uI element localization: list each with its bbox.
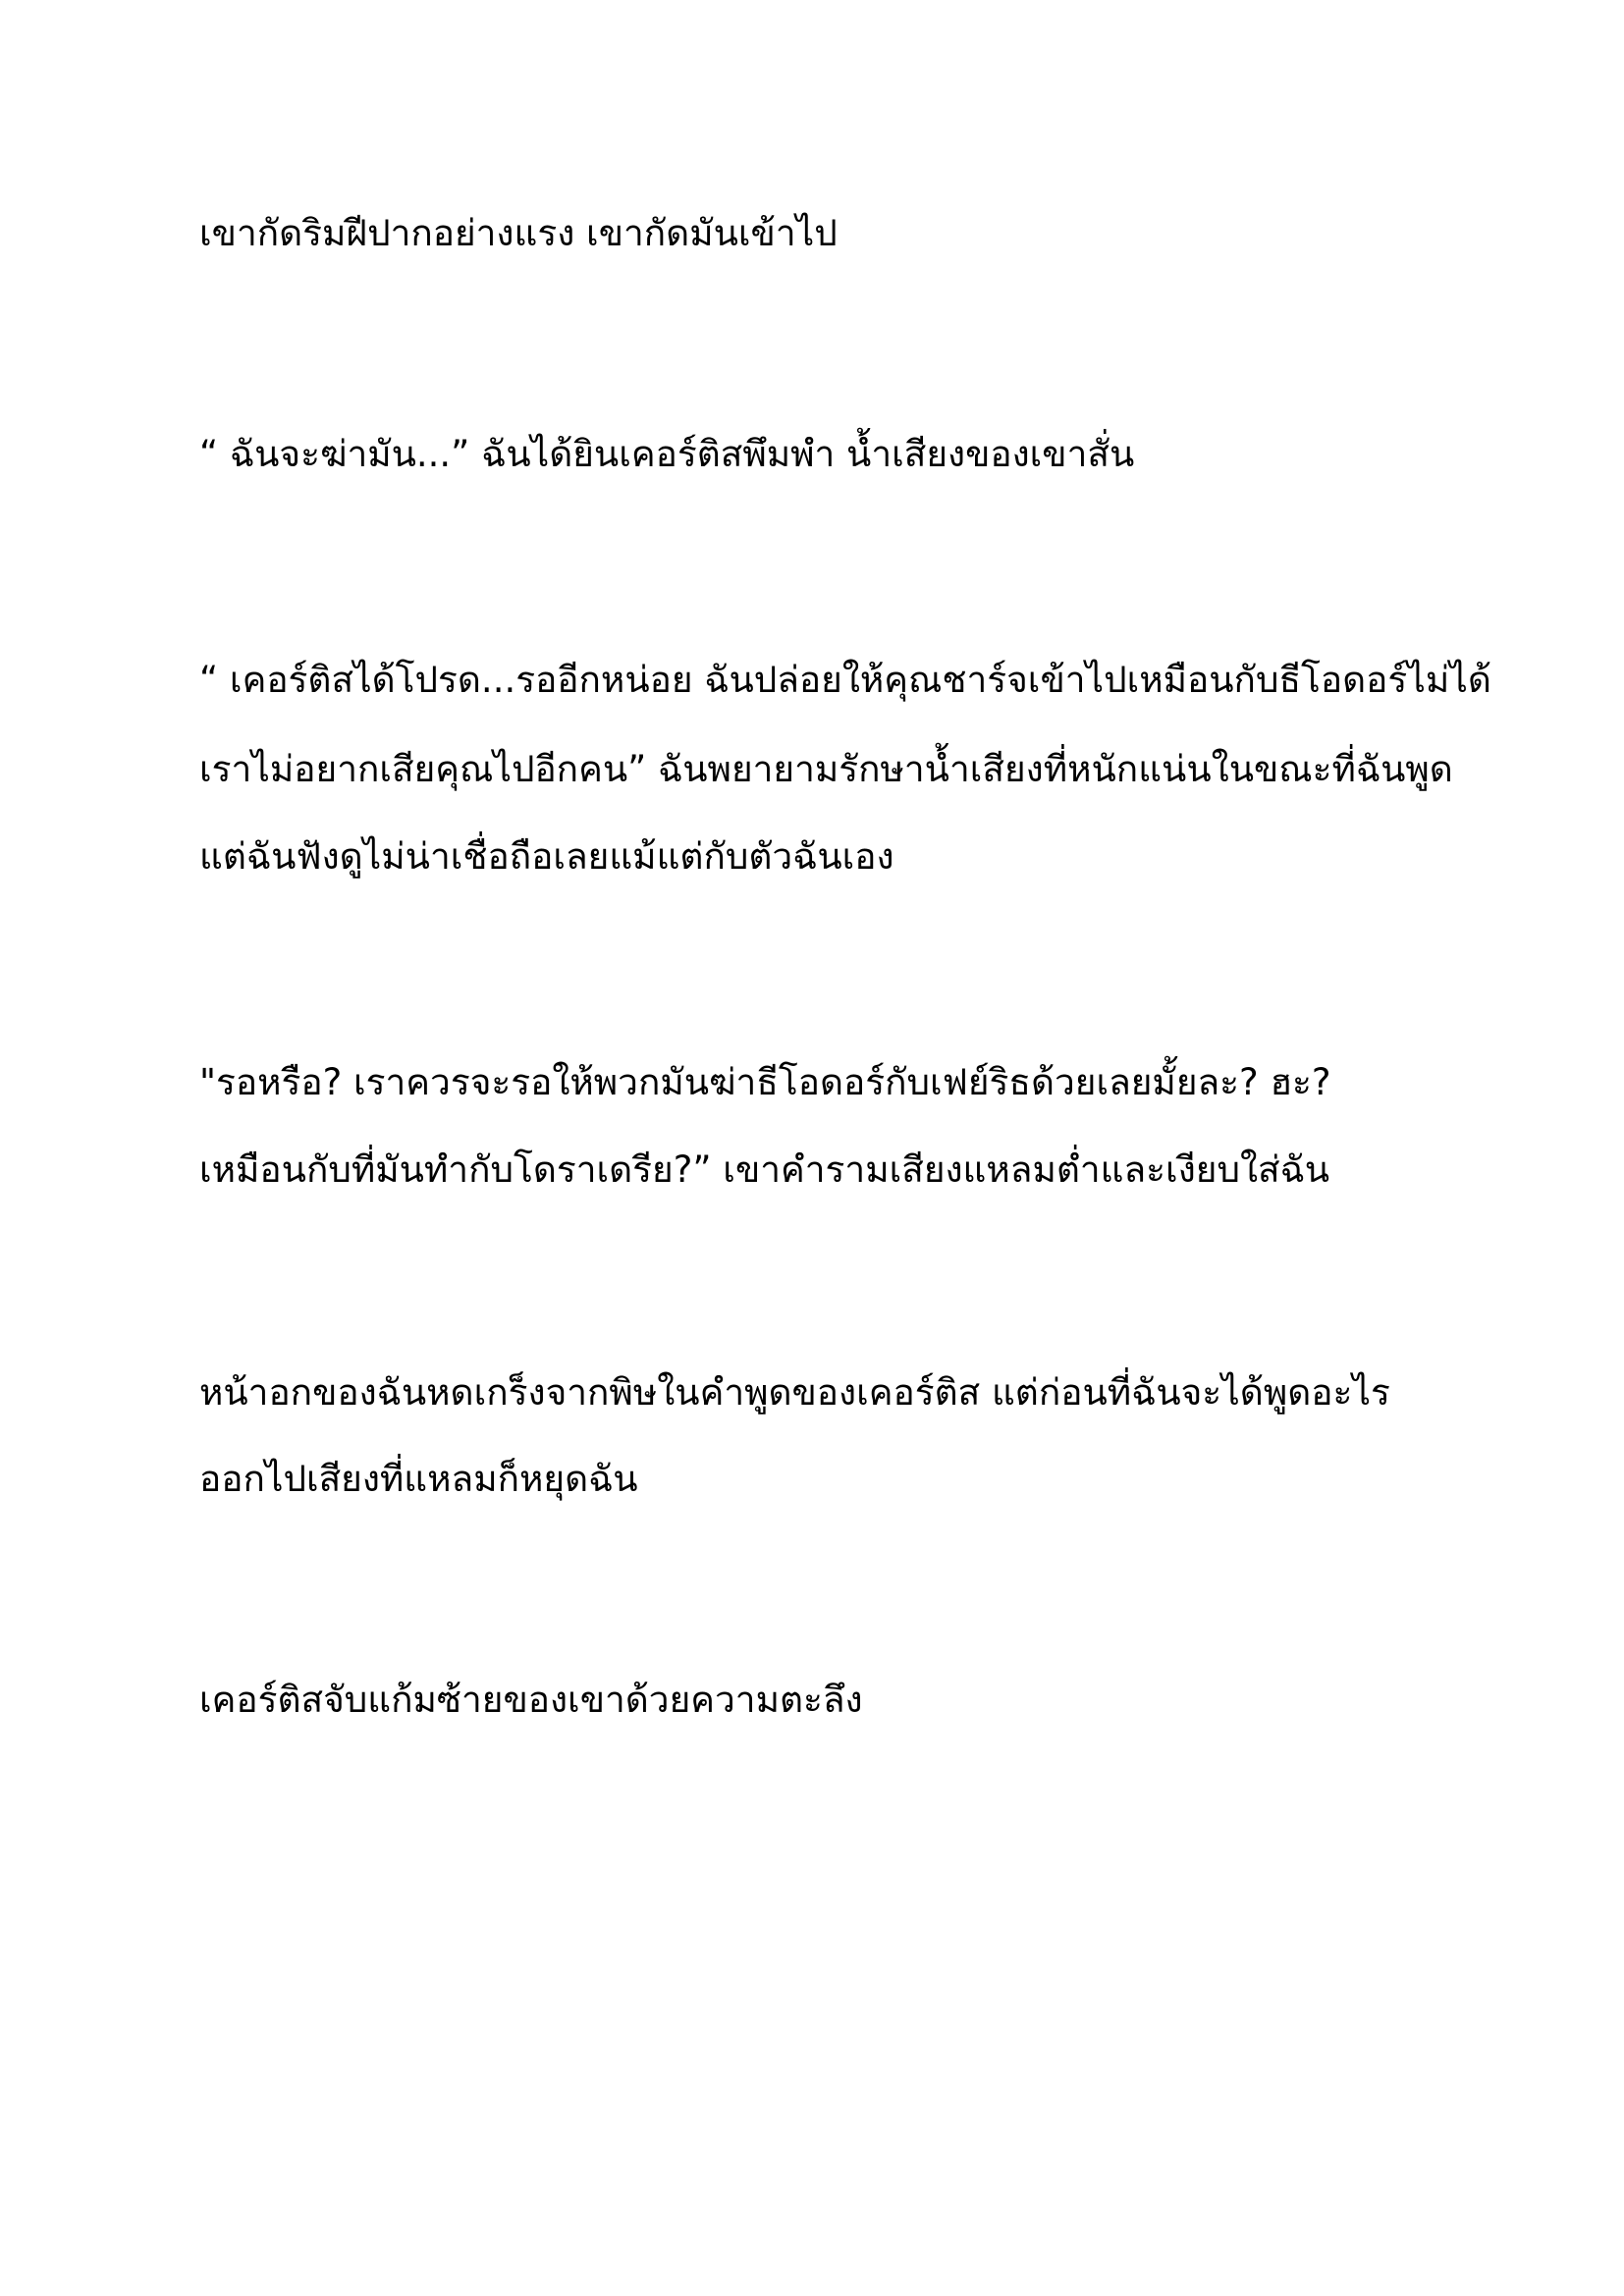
paragraph-4-line-1: "รอหรือ? เราควรจะรอให้พวกมันฆ่าธีโอดอร์กับเฟย์ริธด้วยเลยมั้ยละ? ฮะ?: [199, 1061, 1331, 1103]
paragraph-2-line-1: “ ฉันจะฆ่ามัน...” ฉันได้ยินเคอร์ติสพึมพำ น้ำเสียงของเขาสั่น: [199, 433, 1135, 475]
paragraph-5-line-2: ออกไปเสียงที่แหลมก็หยุดฉัน: [199, 1458, 638, 1500]
paragraph-3-line-3: แต่ฉันฟังดูไม่น่าเชื่อถือเลยแม้แต่กับตัวฉันเอง: [199, 835, 894, 878]
paragraph-1-line-1: เขากัดริมฝีปากอย่างแรง เขากัดมันเข้าไป: [199, 212, 838, 254]
paragraph-4-line-2: เหมือนกับที่มันทำกับโดราเดรีย?” เขาคำรามเสียงแหลมต่ำและเงียบใส่ฉัน: [199, 1148, 1330, 1191]
paragraph-3-line-2: เราไม่อยากเสียคุณไปอีกคน” ฉันพยายามรักษาน้ำเสียงที่หนักแน่นในขณะที่ฉันพูด: [199, 748, 1453, 790]
paragraph-6-line-1: เคอร์ติสจับแก้มซ้ายของเขาด้วยความตะลึง: [199, 1679, 863, 1721]
paragraph-3-line-1: “ เคอร์ติสได้โปรด...รออีกหน่อย ฉันปล่อยให้คุณชาร์จเข้าไปเหมือนกับธีโอดอร์ไม่ได้: [199, 659, 1491, 701]
paragraph-5-line-1: หน้าอกของฉันหดเกร็งจากพิษในคำพูดของเคอร์ติส แต่ก่อนที่ฉันจะได้พูดอะไร: [199, 1371, 1390, 1414]
